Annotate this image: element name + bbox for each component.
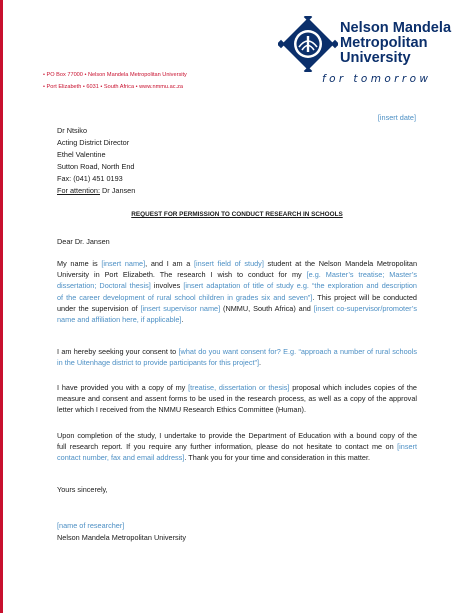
closing: Yours sincerely,	[57, 485, 108, 494]
recipient-name: Dr Ntsiko	[57, 126, 87, 135]
recipient-attention	[57, 186, 135, 195]
para3-line2: measure and consent and assent forms to be used in the research process, as well as a copy of the approval	[57, 394, 417, 404]
para1-line2: University in Port Elizabeth. The research I wish to conduct for my [e.g. Master’s treatise; Master’s	[57, 270, 418, 280]
date-placeholder: [insert date]	[377, 113, 416, 122]
para4-line2: full research report. If you require any further information, please do not hesitate to contact me on [insert	[57, 442, 417, 452]
attention-name: Dr Jansen	[100, 186, 136, 195]
recipient-person: Ethel Valentine	[57, 150, 106, 159]
logo-tagline: for tomorrow	[322, 73, 432, 85]
letterhead-address-line2: • Port Elizabeth • 6031 • South Africa • www.nmmu.ac.za	[43, 84, 183, 90]
logo-name-line3: University	[340, 50, 411, 66]
recipient-fax: Fax: (041) 451 0193	[57, 174, 123, 183]
paragraph-consent	[57, 346, 417, 368]
letterhead-address-line1: • PO Box 77000 • Nelson Mandela Metropolitan University	[43, 72, 187, 78]
left-edge-stripe	[0, 0, 3, 613]
signature-institution: Nelson Mandela Metropolitan University	[57, 533, 186, 542]
para4-line1: Upon completion of the study, I undertake to provide the Department of Education with a bound copy of the	[57, 431, 417, 440]
recipient-title: Acting District Director	[57, 138, 130, 147]
paragraph-introduction	[57, 258, 417, 325]
paragraph-completion	[57, 430, 417, 464]
signature-name-placeholder: [name of researcher]	[57, 521, 125, 530]
para3-line1: I have provided you with a copy of my [treatise, dissertation or thesis] proposal which includes copies of the	[57, 383, 417, 392]
para1-line3: dissertation; Doctoral thesis] involves [insert adaptation of title of study e.g. “the exploration and description	[57, 281, 417, 291]
letter-subject: REQUEST FOR PERMISSION TO CONDUCT RESEARCH IN SCHOOLS	[131, 211, 343, 218]
para2-line2: in the Uitenhage district to provide participants for this project”].	[57, 358, 262, 368]
recipient-street: Sutton Road, North End	[57, 162, 135, 171]
logo-name-line1: Nelson Mandela	[340, 20, 452, 36]
salutation: Dear Dr. Jansen	[57, 237, 110, 246]
logo-name-line2: Metropolitan	[340, 35, 428, 51]
para2-line1: I am hereby seeking your consent to [what do you want consent for? E.g. “approach a number of rural schools	[57, 347, 417, 356]
para4-line3: contact number, fax and email address]. Thank you for your time and consideration in this matter.	[57, 453, 371, 463]
para1-line6: name and affiliation here, if applicable].	[57, 315, 184, 325]
paragraph-documents	[57, 382, 417, 416]
university-logo	[278, 16, 458, 94]
para1-line5: under the supervision of [insert supervisor name] (NMMU, South Africa) and [insert co-supervisor/promoter’s	[57, 303, 417, 313]
attention-label: For attention:	[57, 186, 100, 195]
nmmu-emblem-icon	[278, 16, 338, 72]
para1-line1: My name is [insert name], and I am a [insert field of study] student at the Nelson Mandela Metropolitan	[57, 259, 417, 268]
para1-line4: of the career development of rural school children in grades six and seven”]. This project will be conducted	[57, 292, 417, 302]
para3-line3: letter which I received from the NMMU Research Ethics Committee (Human).	[57, 405, 306, 415]
